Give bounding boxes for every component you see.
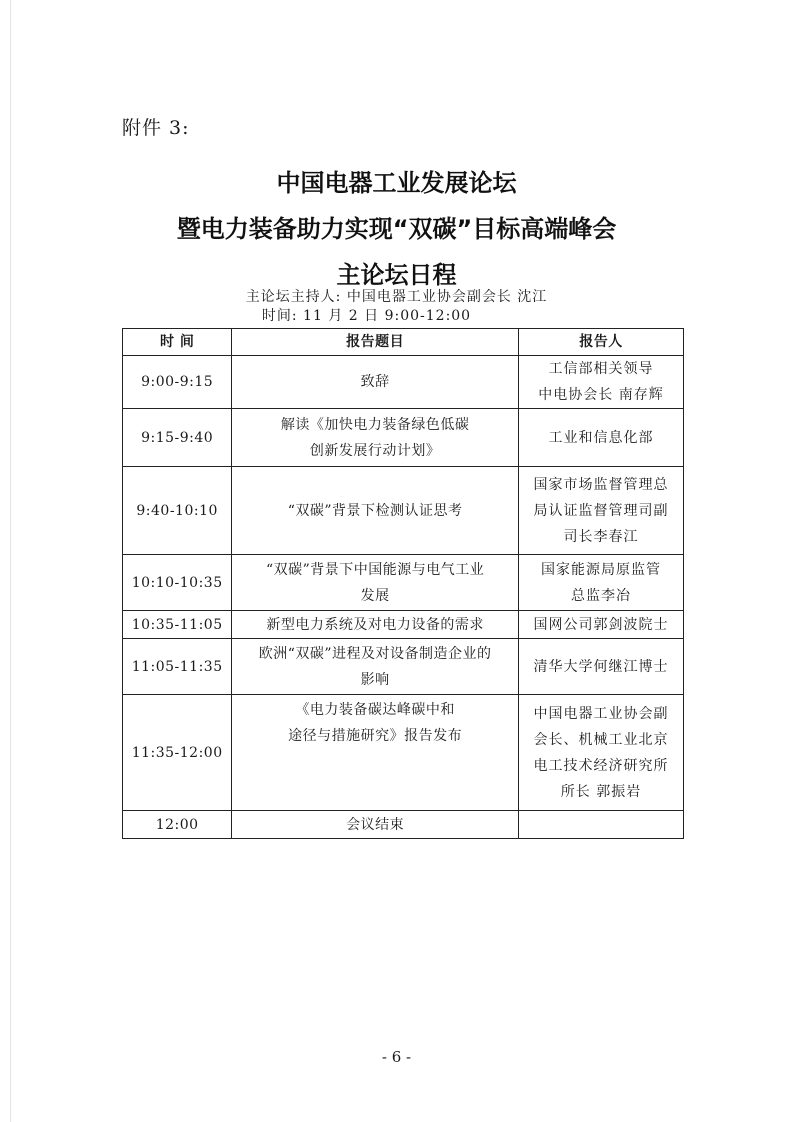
speaker-line: 中国电器工业协会副 [533, 705, 669, 722]
table-row [123, 409, 684, 467]
speaker-line: 所长 郭振岩 [560, 783, 642, 800]
header-speaker: 报告人 [519, 329, 684, 356]
table-row [123, 611, 684, 639]
time-line: 时间: 11 月 2 日 9:00-12:00 [261, 308, 472, 324]
time-cell: 10:35-11:05 [123, 611, 232, 639]
speaker-line: 局认证监督管理司副 [533, 502, 669, 519]
speaker-cell [519, 409, 684, 467]
header-time: 时 间 [123, 329, 232, 356]
table-row [123, 695, 684, 811]
speaker-line: 清华大学何继江博士 [533, 658, 669, 675]
table-row [123, 639, 684, 695]
table-row [123, 467, 684, 555]
time-cell: 9:15-9:40 [123, 409, 232, 467]
topic-cell [232, 467, 519, 555]
title-line: 主论坛日程 [336, 261, 457, 289]
speaker-line: 工业和信息化部 [548, 429, 654, 446]
topic-line: 会议结束 [346, 816, 405, 833]
document-title [0, 160, 793, 298]
table-row [123, 811, 684, 839]
topic-line: 新型电力系统及对电力设备的需求 [266, 616, 484, 633]
speaker-line: 国网公司郭剑波院士 [533, 616, 669, 633]
speaker-line: 会长、机械工业北京 [533, 731, 669, 748]
time-cell: 9:40-10:10 [123, 467, 232, 555]
topic-cell [232, 695, 519, 811]
speaker-cell [519, 467, 684, 555]
speaker-line: 总监李冶 [571, 587, 631, 604]
topic-cell [232, 811, 519, 839]
host-line: 主论坛主持人: 中国电器工业协会副会长 沈江 [245, 289, 548, 305]
topic-line: 解读《加快电力装备绿色低碳 [280, 416, 470, 433]
speaker-cell [519, 639, 684, 695]
topic-line: 创新发展行动计划》 [309, 442, 441, 459]
topic-cell [232, 409, 519, 467]
schedule-table [122, 328, 684, 839]
speaker-line: 国家能源局原监管 [541, 561, 661, 578]
topic-line: 欧洲“双碳”进程及对设备制造企业的 [258, 645, 492, 662]
speaker-line: 国家市场监督管理总 [533, 476, 669, 493]
topic-line: 发展 [360, 587, 390, 604]
topic-line: “双碳”背景下中国能源与电气工业 [265, 561, 485, 578]
topic-cell [232, 555, 519, 611]
table-row [123, 356, 684, 409]
speaker-line: 工信部相关领导 [548, 361, 654, 377]
speaker-cell [519, 811, 684, 839]
topic-line: 致辞 [360, 374, 390, 390]
topic-line: 《电力装备碳达峰碳中和 [295, 702, 455, 718]
table-row [123, 555, 684, 611]
time-cell: 11:35-12:00 [123, 695, 232, 811]
topic-cell [232, 611, 519, 639]
time-cell: 9:00-9:15 [123, 356, 232, 409]
topic-cell [232, 356, 519, 409]
time-cell: 10:10-10:35 [123, 555, 232, 611]
topic-line: “双碳”背景下检测认证思考 [287, 502, 463, 519]
speaker-cell [519, 611, 684, 639]
speaker-cell [519, 555, 684, 611]
title-line: 暨电力装备助力实现“双碳”目标高端峰会 [176, 215, 617, 243]
header-topic: 报告题目 [232, 329, 519, 356]
topic-line: 途径与措施研究》报告发布 [288, 728, 463, 744]
time-cell: 12:00 [123, 811, 232, 839]
table-header-row [123, 329, 684, 356]
speaker-cell [519, 695, 684, 811]
speaker-line: 电工技术经济研究所 [533, 757, 669, 774]
speaker-line: 中电协会长 南存辉 [538, 387, 664, 403]
speaker-cell [519, 356, 684, 409]
attachment-label: 附件 3: [122, 117, 190, 139]
title-line: 中国电器工业发展论坛 [276, 169, 517, 197]
time-cell: 11:05-11:35 [123, 639, 232, 695]
page-number: - 6 - [381, 1048, 412, 1066]
speaker-line: 司长李春江 [563, 528, 639, 545]
topic-cell [232, 639, 519, 695]
topic-line: 影响 [360, 671, 390, 688]
